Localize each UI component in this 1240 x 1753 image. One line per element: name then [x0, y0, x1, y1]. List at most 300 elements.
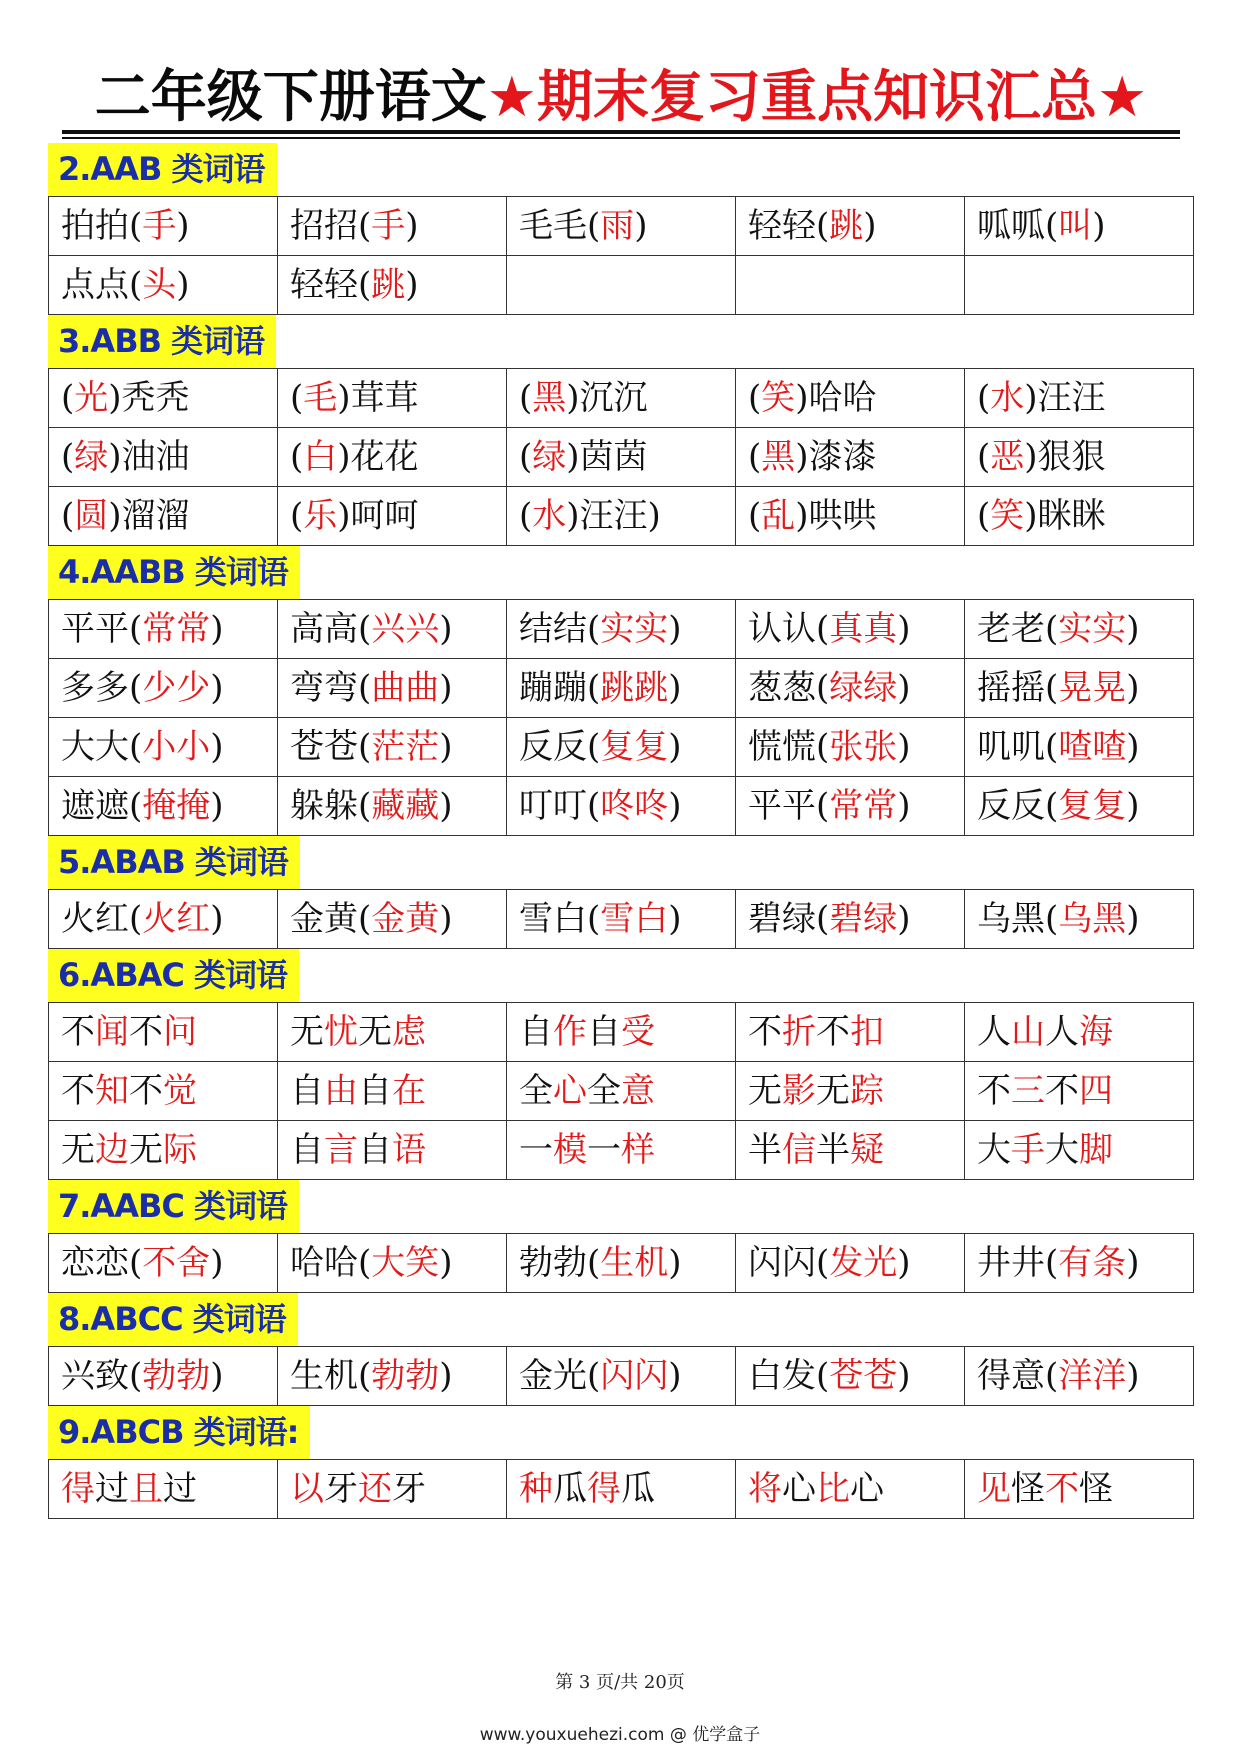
prompt-text: )	[439, 786, 453, 826]
answer-text: 意	[621, 1071, 655, 1111]
word-cell	[49, 369, 278, 428]
word-cell	[965, 777, 1194, 836]
prompt-text: 不	[816, 1012, 850, 1052]
prompt-text: 得意(	[977, 1356, 1059, 1396]
answer-text: 问	[163, 1012, 197, 1052]
word-cell	[49, 600, 278, 659]
prompt-text: )	[668, 786, 682, 826]
word-cell	[736, 369, 965, 428]
prompt-text: )	[1126, 609, 1140, 649]
prompt-text: )	[668, 609, 682, 649]
prompt-text: )	[897, 727, 911, 767]
word-cell	[278, 718, 507, 777]
word-cell	[965, 659, 1194, 718]
word-table	[48, 889, 1194, 949]
prompt-text: (	[748, 378, 762, 418]
answer-text: 脚	[1079, 1130, 1113, 1170]
word-sections	[48, 143, 1194, 1519]
answer-text: 且	[129, 1469, 163, 1509]
prompt-text: )沉沉	[566, 378, 648, 418]
prompt-text: )	[210, 899, 224, 939]
word-cell	[965, 1062, 1194, 1121]
section-heading: 2.AAB 类词语	[48, 143, 277, 196]
prompt-text: 恋恋(	[61, 1243, 143, 1283]
answer-text: 受	[621, 1012, 655, 1052]
word-cell	[736, 487, 965, 546]
answer-text: 四	[1079, 1071, 1113, 1111]
word-table	[48, 1002, 1194, 1180]
prompt-text: (	[977, 496, 991, 536]
word-cell	[965, 1347, 1194, 1406]
prompt-text: )	[176, 206, 190, 246]
prompt-text: 躲躲(	[290, 786, 372, 826]
answer-text: 海	[1079, 1012, 1113, 1052]
prompt-text: 金光(	[519, 1356, 601, 1396]
prompt-text: 招招(	[290, 206, 372, 246]
prompt-text: 点点(	[61, 265, 143, 305]
word-section	[48, 546, 1194, 836]
prompt-text: 不	[61, 1071, 95, 1111]
answer-text: 有条	[1058, 1243, 1127, 1283]
prompt-text: 自	[519, 1012, 553, 1052]
answer-text: 复复	[600, 727, 669, 767]
word-cell	[278, 428, 507, 487]
prompt-text: )	[439, 727, 453, 767]
page-title	[62, 58, 1180, 138]
answer-text: 笑	[761, 378, 796, 418]
prompt-text: )	[1126, 786, 1140, 826]
word-cell	[49, 1347, 278, 1406]
answer-text: 火红	[142, 899, 211, 939]
prompt-text: 雪白(	[519, 899, 601, 939]
word-section	[48, 1293, 1194, 1406]
prompt-text: 苍苍(	[290, 727, 372, 767]
word-cell	[736, 1460, 965, 1519]
prompt-text: 叽叽(	[977, 727, 1059, 767]
prompt-text: 不	[61, 1012, 95, 1052]
word-table	[48, 368, 1194, 546]
answer-text: 水	[990, 378, 1025, 418]
word-cell	[507, 487, 736, 546]
word-cell	[278, 600, 507, 659]
prompt-text: 无	[129, 1130, 163, 1170]
word-cell	[736, 600, 965, 659]
answer-text: 手	[142, 206, 177, 246]
prompt-text: 不	[129, 1012, 163, 1052]
prompt-text: )	[668, 727, 682, 767]
word-cell	[736, 777, 965, 836]
table-row	[49, 1062, 1194, 1121]
prompt-text: 高高(	[290, 609, 372, 649]
prompt-text: 全	[587, 1071, 621, 1111]
prompt-text: )	[668, 899, 682, 939]
prompt-text: )	[210, 1243, 224, 1283]
word-cell	[736, 197, 965, 256]
answer-text: 咚咚	[600, 786, 669, 826]
answer-text: 碧绿	[829, 899, 898, 939]
answer-text: 头	[142, 265, 177, 305]
prompt-text: )	[1126, 668, 1140, 708]
word-cell	[736, 428, 965, 487]
answer-text: 笑	[990, 496, 1025, 536]
prompt-text: )	[210, 668, 224, 708]
table-row	[49, 428, 1194, 487]
word-table	[48, 196, 1194, 315]
prompt-text: 半	[748, 1130, 782, 1170]
prompt-text: )茸茸	[337, 378, 419, 418]
word-cell	[49, 659, 278, 718]
prompt-text: 无	[358, 1012, 392, 1052]
prompt-text: )	[439, 609, 453, 649]
prompt-text: 过	[95, 1469, 129, 1509]
answer-text: 喳喳	[1058, 727, 1127, 767]
answer-text: 比	[816, 1469, 850, 1509]
prompt-text: 不	[1045, 1071, 1079, 1111]
prompt-text: )	[897, 786, 911, 826]
answer-text: 苍苍	[829, 1356, 898, 1396]
prompt-text: (	[748, 437, 762, 477]
answer-text: 绿	[532, 437, 567, 477]
answer-text: 生机	[600, 1243, 669, 1283]
prompt-text: 瓜	[553, 1469, 587, 1509]
answer-text: 复复	[1058, 786, 1127, 826]
word-cell	[507, 197, 736, 256]
prompt-text: 蹦蹦(	[519, 668, 601, 708]
prompt-text: )呵呵	[337, 496, 419, 536]
answer-text: 金黄	[371, 899, 440, 939]
prompt-text: (	[61, 496, 75, 536]
table-row	[49, 600, 1194, 659]
prompt-text: 自	[587, 1012, 621, 1052]
prompt-text: 叮叮(	[519, 786, 601, 826]
prompt-text: 轻轻(	[290, 265, 372, 305]
prompt-text: 呱呱(	[977, 206, 1059, 246]
prompt-text: )	[634, 206, 648, 246]
prompt-text: 毛毛(	[519, 206, 601, 246]
prompt-text: 不	[748, 1012, 782, 1052]
word-cell	[736, 1003, 965, 1062]
answer-text: 忧	[324, 1012, 358, 1052]
answer-text: 勃勃	[142, 1356, 211, 1396]
answer-text: 实实	[600, 609, 669, 649]
word-cell	[965, 369, 1194, 428]
answer-text: 雨	[600, 206, 635, 246]
word-cell	[965, 890, 1194, 949]
word-cell	[49, 890, 278, 949]
prompt-text: )	[668, 1356, 682, 1396]
answer-text: 得	[61, 1469, 95, 1509]
word-cell	[507, 428, 736, 487]
prompt-text: )哈哈	[795, 378, 877, 418]
answer-text: 小小	[142, 727, 211, 767]
answer-text: 将	[748, 1469, 782, 1509]
answer-text: 际	[163, 1130, 197, 1170]
word-cell	[507, 1347, 736, 1406]
table-row	[49, 369, 1194, 428]
prompt-text: 哈哈(	[290, 1243, 372, 1283]
word-section	[48, 315, 1194, 546]
prompt-text: 自	[290, 1130, 324, 1170]
prompt-text: 心	[782, 1469, 816, 1509]
answer-text: 知	[95, 1071, 129, 1111]
prompt-text: 大	[1045, 1130, 1079, 1170]
prompt-text: 弯弯(	[290, 668, 372, 708]
prompt-text: 怪	[1011, 1469, 1045, 1509]
prompt-text: 大	[977, 1130, 1011, 1170]
word-cell	[507, 777, 736, 836]
prompt-text: (	[61, 378, 75, 418]
answer-text: 兴兴	[371, 609, 440, 649]
word-cell	[278, 369, 507, 428]
answer-text: 在	[392, 1071, 426, 1111]
prompt-text: 半	[816, 1130, 850, 1170]
prompt-text: 自	[358, 1071, 392, 1111]
word-cell	[507, 1234, 736, 1293]
word-cell	[965, 1003, 1194, 1062]
answer-text: 闻	[95, 1012, 129, 1052]
prompt-text: )溜溜	[108, 496, 190, 536]
prompt-text: )	[210, 786, 224, 826]
answer-text: 黑	[761, 437, 796, 477]
section-heading: 3.ABB 类词语	[48, 315, 276, 368]
prompt-text: 平平(	[748, 786, 830, 826]
table-row	[49, 1121, 1194, 1180]
answer-text: 乱	[761, 496, 796, 536]
section-heading: 5.ABAB 类词语	[48, 836, 300, 889]
answer-text: 三	[1011, 1071, 1045, 1111]
prompt-text: )哄哄	[795, 496, 877, 536]
prompt-text: (	[290, 496, 304, 536]
word-cell	[278, 1460, 507, 1519]
word-cell	[49, 777, 278, 836]
prompt-text: )秃秃	[108, 378, 190, 418]
prompt-text: 人	[977, 1012, 1011, 1052]
prompt-text: )	[405, 265, 419, 305]
answer-text: 信	[782, 1130, 816, 1170]
prompt-text: )	[439, 668, 453, 708]
answer-text: 不	[1045, 1469, 1079, 1509]
table-row	[49, 1003, 1194, 1062]
word-cell	[965, 600, 1194, 659]
word-cell	[507, 1003, 736, 1062]
table-row	[49, 1347, 1194, 1406]
prompt-text: 碧绿(	[748, 899, 830, 939]
word-table	[48, 599, 1194, 836]
answer-text: 白	[303, 437, 338, 477]
word-cell	[49, 1003, 278, 1062]
prompt-text: 反反(	[977, 786, 1059, 826]
prompt-text: 勃勃(	[519, 1243, 601, 1283]
prompt-text: 瓜	[621, 1469, 655, 1509]
word-section	[48, 143, 1194, 315]
prompt-text: )	[1126, 1243, 1140, 1283]
word-cell	[965, 428, 1194, 487]
word-cell	[278, 256, 507, 315]
answer-text: 疑	[850, 1130, 884, 1170]
prompt-text: )茵茵	[566, 437, 648, 477]
prompt-text: 井井(	[977, 1243, 1059, 1283]
word-section	[48, 1180, 1194, 1293]
word-cell	[736, 890, 965, 949]
table-row	[49, 659, 1194, 718]
answer-text: 手	[1011, 1130, 1045, 1170]
prompt-text: 闪闪(	[748, 1243, 830, 1283]
word-cell	[507, 890, 736, 949]
answer-text: 光	[74, 378, 109, 418]
answer-text: 真真	[829, 609, 898, 649]
table-row	[49, 890, 1194, 949]
word-cell	[965, 1234, 1194, 1293]
prompt-text: (	[977, 437, 991, 477]
prompt-text: )	[668, 668, 682, 708]
answer-text: 不舍	[142, 1243, 211, 1283]
word-section	[48, 836, 1194, 949]
table-row	[49, 718, 1194, 777]
answer-text: 手	[371, 206, 406, 246]
answer-text: 水	[532, 496, 567, 536]
prompt-text: 老老(	[977, 609, 1059, 649]
answer-text: 洋洋	[1058, 1356, 1127, 1396]
answer-text: 常常	[829, 786, 898, 826]
word-cell	[965, 197, 1194, 256]
word-cell	[49, 256, 278, 315]
prompt-text: 心	[850, 1469, 884, 1509]
prompt-text: 无	[816, 1071, 850, 1111]
answer-text: 常常	[142, 609, 211, 649]
prompt-text: )	[176, 265, 190, 305]
title-underline-thin	[62, 137, 1180, 139]
answer-text: 模	[553, 1130, 587, 1170]
prompt-text: 葱葱(	[748, 668, 830, 708]
word-cell	[736, 1062, 965, 1121]
prompt-text: )油油	[108, 437, 190, 477]
answer-text: 种	[519, 1469, 553, 1509]
prompt-text: 自	[358, 1130, 392, 1170]
word-cell	[965, 718, 1194, 777]
prompt-text: (	[519, 378, 533, 418]
prompt-text: (	[748, 496, 762, 536]
answer-text: 藏藏	[371, 786, 440, 826]
footer-url: www.youxuehezi.com @ 优学盒子	[479, 1725, 761, 1745]
section-heading: 6.ABAC 类词语	[48, 949, 299, 1002]
answer-text: 心	[553, 1071, 587, 1111]
prompt-text: )	[210, 1356, 224, 1396]
word-table	[48, 1459, 1194, 1519]
prompt-text: (	[519, 437, 533, 477]
word-cell	[278, 1347, 507, 1406]
prompt-text: 白发(	[748, 1356, 830, 1396]
word-cell	[736, 256, 965, 315]
word-cell	[278, 1003, 507, 1062]
prompt-text: )漆漆	[795, 437, 877, 477]
prompt-text: 摇摇(	[977, 668, 1059, 708]
answer-text: 山	[1011, 1012, 1045, 1052]
answer-text: 大笑	[371, 1243, 440, 1283]
prompt-text: 全	[519, 1071, 553, 1111]
table-row	[49, 1460, 1194, 1519]
prompt-text: )眯眯	[1024, 496, 1106, 536]
answer-text: 觉	[163, 1071, 197, 1111]
prompt-text: 轻轻(	[748, 206, 830, 246]
word-cell	[965, 1460, 1194, 1519]
prompt-text: 多多(	[61, 668, 143, 708]
word-cell	[49, 1460, 278, 1519]
answer-text: 晃晃	[1058, 668, 1127, 708]
word-cell	[49, 718, 278, 777]
prompt-text: 火红(	[61, 899, 143, 939]
answer-text: 以	[290, 1469, 324, 1509]
prompt-text: 一	[519, 1130, 553, 1170]
word-cell	[965, 487, 1194, 546]
prompt-text: )	[897, 1243, 911, 1283]
word-cell	[507, 256, 736, 315]
prompt-text: )汪汪	[1024, 378, 1106, 418]
prompt-text: )汪汪)	[566, 496, 661, 536]
prompt-text: (	[290, 437, 304, 477]
answer-text: 踪	[850, 1071, 884, 1111]
prompt-text: )	[439, 1243, 453, 1283]
answer-text: 虑	[392, 1012, 426, 1052]
word-cell	[965, 256, 1194, 315]
word-cell	[278, 1121, 507, 1180]
answer-text: 闪闪	[600, 1356, 669, 1396]
word-cell	[278, 487, 507, 546]
title-underline-thick	[62, 130, 1180, 134]
prompt-text: 慌慌(	[748, 727, 830, 767]
word-cell	[49, 1062, 278, 1121]
answer-text: 乐	[303, 496, 338, 536]
word-cell	[507, 659, 736, 718]
section-heading: 9.ABCB 类词语:	[48, 1406, 310, 1459]
section-heading: 4.AABB 类词语	[48, 546, 300, 599]
word-cell	[278, 659, 507, 718]
prompt-text: 自	[290, 1071, 324, 1111]
prompt-text: )	[1092, 206, 1106, 246]
answer-text: 掩掩	[142, 786, 211, 826]
word-table	[48, 1346, 1194, 1406]
prompt-text: )	[668, 1243, 682, 1283]
answer-text: 跳	[829, 206, 864, 246]
word-cell	[507, 1460, 736, 1519]
title-highlight: ★期末复习重点知识汇总★	[486, 65, 1148, 130]
prompt-text: 拍拍(	[61, 206, 143, 246]
answer-text: 跳跳	[600, 668, 669, 708]
answer-text: 发光	[829, 1243, 898, 1283]
prompt-text: 反反(	[519, 727, 601, 767]
word-cell	[278, 197, 507, 256]
word-cell	[965, 1121, 1194, 1180]
prompt-text: 生机(	[290, 1356, 372, 1396]
prompt-text: (	[519, 496, 533, 536]
word-cell	[736, 659, 965, 718]
prompt-text: (	[61, 437, 75, 477]
word-cell	[736, 1347, 965, 1406]
prompt-text: )	[439, 1356, 453, 1396]
answer-text: 恶	[990, 437, 1025, 477]
prompt-text: )	[210, 609, 224, 649]
word-cell	[736, 1121, 965, 1180]
answer-text: 张张	[829, 727, 898, 767]
word-cell	[507, 1121, 736, 1180]
answer-text: 绿绿	[829, 668, 898, 708]
word-cell	[736, 718, 965, 777]
answer-text: 少少	[142, 668, 211, 708]
word-section	[48, 1406, 1194, 1519]
table-row	[49, 487, 1194, 546]
prompt-text: )	[897, 1356, 911, 1396]
word-section	[48, 949, 1194, 1180]
answer-text: 叫	[1058, 206, 1093, 246]
